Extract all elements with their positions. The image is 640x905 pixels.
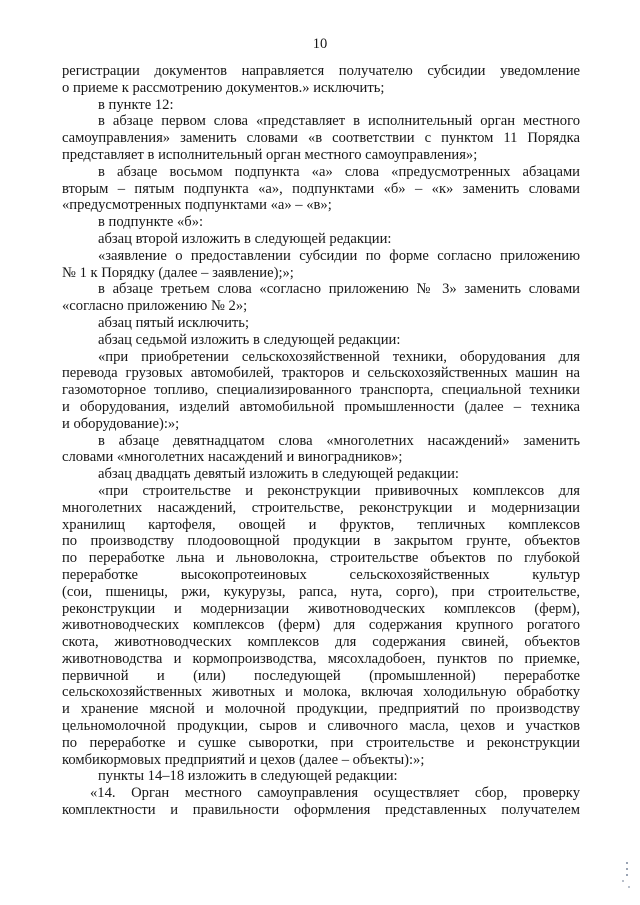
text-line: по производству плодоовощной продукции в закрытом грунте, объектов — [62, 533, 580, 550]
text-line: скота, животноводческих комплексов для содержания свиней, объектов — [62, 634, 580, 651]
text-line: «при приобретении сельскохозяйственной техники, оборудования для — [98, 348, 580, 365]
text-line: сельскохозяйственных животных и молока, включая холодильную обработку — [62, 684, 580, 701]
text-line: переработке высокопротеиновых сельскохозяйственных культур — [62, 566, 580, 583]
text-line: первичной и (или) последующей (промышленной) переработке — [62, 667, 580, 684]
text-line: абзац седьмой изложить в следующей редакции: — [98, 331, 401, 348]
text-line: абзац второй изложить в следующей редакции: — [98, 230, 392, 247]
text-line: в абзаце первом слова «представляет в исполнительный орган местного — [98, 113, 580, 130]
text-line: хранилищ картофеля, овощей и фруктов, тепличных комплексов — [62, 516, 580, 533]
text-line: самоуправления» заменить словами «в соответствии с пунктом 11 Порядка — [62, 130, 580, 147]
text-line: словами «многолетних насаждений и виноградников»; — [62, 449, 403, 466]
text-line: № 1 к Порядку (далее – заявление);»; — [62, 264, 294, 281]
text-line: и оборудования, изделий автомобильной промышленности (далее – техника — [62, 398, 580, 415]
text-line: «согласно приложению № 2»; — [62, 298, 248, 315]
text-line: цельномолочной продукции, сыров и сливочного масла, цехов и участков — [62, 718, 580, 735]
text-line: в подпункте «б»: — [98, 214, 204, 231]
text-line: по переработке льна и льноволокна, строительстве объектов по глубокой — [62, 550, 580, 567]
document-body — [62, 63, 580, 819]
text-line: в абзаце восьмом подпункта «а» слова «предусмотренных абзацами — [98, 163, 580, 180]
text-line: и хранение мясной и молочной продукции, предприятий по производству — [62, 701, 580, 718]
text-line: и оборудование):»; — [62, 415, 180, 432]
text-line: «при строительстве и реконструкции прививочных комплексов для — [98, 482, 580, 499]
text-line: газомоторное топливо, специализированного транспорта, специальной техники — [62, 382, 580, 399]
scan-artifact — [626, 862, 628, 864]
text-line: вторым – пятым подпункта «а», подпунктами «б» – «к» заменить словами — [62, 180, 580, 197]
page-number: 10 — [312, 36, 328, 52]
text-line: «14. Орган местного самоуправления осуществляет сбор, проверку — [90, 785, 580, 802]
text-line: о приеме к рассмотрению документов.» исключить; — [62, 79, 385, 96]
text-line: абзац пятый исключить; — [98, 314, 250, 331]
text-line: в абзаце третьем слова «согласно приложению № 3» заменить словами — [98, 281, 580, 298]
text-line: комплектности и правильности оформления представленных получателем — [62, 802, 580, 819]
text-line: комбикормовых предприятий и цехов (далее – объекты):»; — [62, 751, 425, 768]
text-line: перевода грузовых автомобилей, тракторов и сельскохозяйственных машин на — [62, 365, 580, 382]
text-line: животноводческих комплексов (ферм) для содержания крупного рогатого — [62, 617, 580, 634]
text-line: регистрации документов направляется получателю субсидии уведомление — [62, 63, 580, 79]
text-line: по переработке и сушке сыворотки, при строительстве и реконструкции — [62, 734, 580, 751]
text-line: представляет в исполнительный орган местного самоуправления»; — [62, 146, 478, 163]
text-line: (сои, пшеницы, ржи, кукурузы, рапса, нута, сорго), при строительстве, — [62, 583, 580, 600]
text-line: животноводства и кормопроизводства, мясохладобоен, пунктов по приемке, — [62, 650, 580, 667]
text-line: абзац двадцать девятый изложить в следующей редакции: — [98, 466, 459, 483]
text-line: в пункте 12: — [98, 96, 174, 113]
text-line: многолетних насаждений, строительстве, реконструкции и модернизации — [62, 499, 580, 516]
text-line: «заявление о предоставлении субсидии по форме согласно приложению — [98, 247, 580, 264]
text-line: «предусмотренных подпунктами «а» – «в»; — [62, 197, 332, 214]
text-line: пункты 14–18 изложить в следующей редакции: — [98, 768, 398, 785]
text-line: в абзаце девятнадцатом слова «многолетних насаждений» заменить — [98, 432, 580, 449]
text-line: реконструкции и модернизации животноводческих комплексов (ферм), — [62, 600, 580, 617]
